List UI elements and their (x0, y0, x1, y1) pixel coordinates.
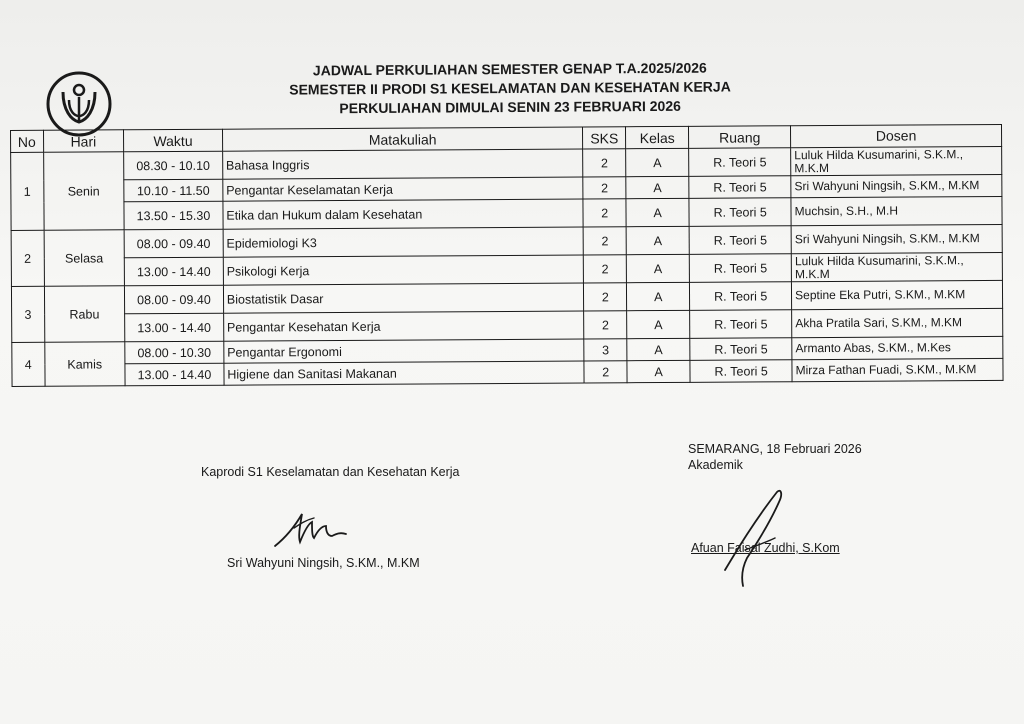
day-name: Selasa (44, 230, 125, 286)
title-line-3: PERKULIAHAN DIMULAI SENIN 23 FEBRUARI 2026 (339, 97, 681, 117)
schedule-table (10, 124, 1004, 387)
day-number: 4 (12, 342, 45, 386)
course-cell: Biostatistik Dasar (223, 283, 584, 313)
sks-cell: 3 (584, 339, 627, 361)
time-cell: 08.00 - 10.30 (125, 341, 224, 364)
day-number: 2 (11, 230, 44, 286)
class-cell: A (626, 176, 689, 198)
title-line-1: JADWAL PERKULIAHAN SEMESTER GENAP T.A.2025/2026 (312, 59, 707, 79)
class-cell: A (626, 226, 689, 254)
sks-cell: 2 (583, 199, 626, 227)
kaprodi-caption: Kaprodi S1 Keselamatan dan Kesehatan Kerja (201, 465, 460, 479)
class-cell: A (626, 198, 689, 226)
time-cell: 08.30 - 10.10 (124, 151, 223, 180)
room-cell: R. Teori 5 (690, 360, 792, 383)
header-matakuliah: Matakuliah (222, 127, 583, 151)
course-cell: Pengantar Ergonomi (224, 339, 585, 363)
room-cell: R. Teori 5 (689, 176, 791, 199)
title-line-2: SEMESTER II PRODI S1 KESELAMATAN DAN KESEHATAN KERJA (289, 78, 731, 98)
header-hari: Hari (43, 130, 124, 152)
day-name: Senin (43, 152, 124, 230)
course-cell: Epidemiologi K3 (223, 227, 584, 257)
room-cell: R. Teori 5 (689, 148, 791, 177)
lecturer-cell: Septine Eka Putri, S.KM., M.KM (792, 280, 1003, 309)
sks-cell: 2 (583, 177, 626, 199)
class-cell: A (627, 282, 690, 310)
room-cell: R. Teori 5 (690, 310, 792, 339)
day-number: 1 (11, 152, 44, 230)
time-cell: 08.00 - 09.40 (124, 285, 223, 314)
sks-cell: 2 (584, 255, 627, 283)
sks-cell: 2 (584, 361, 627, 383)
course-cell: Pengantar Kesehatan Kerja (223, 311, 584, 341)
header-kelas: Kelas (626, 126, 689, 148)
class-cell: A (627, 360, 690, 382)
lecturer-cell: Luluk Hilda Kusumarini, S.K.M., M.K.M (791, 252, 1002, 281)
lecturer-cell: Armanto Abas, S.KM., M.Kes (792, 336, 1003, 359)
time-cell: 10.10 - 11.50 (124, 179, 223, 202)
course-cell: Psikologi Kerja (223, 255, 584, 285)
day-number: 3 (11, 286, 44, 342)
room-cell: R. Teori 5 (689, 226, 791, 255)
time-cell: 13.00 - 14.40 (124, 257, 223, 286)
akademik-signature (715, 480, 805, 590)
course-cell: Higiene dan Sanitasi Makanan (224, 361, 585, 385)
course-cell: Pengantar Keselamatan Kerja (223, 177, 584, 201)
place-date: SEMARANG, 18 Februari 2026 (688, 442, 862, 456)
sks-cell: 2 (584, 283, 627, 311)
room-cell: R. Teori 5 (689, 198, 791, 227)
day-name: Rabu (44, 286, 125, 342)
header-dosen: Dosen (791, 124, 1002, 147)
lecturer-cell: Muchsin, S.H., M.H (791, 196, 1002, 225)
sks-cell: 2 (583, 227, 626, 255)
time-cell: 13.00 - 14.40 (125, 363, 224, 386)
time-cell: 13.50 - 15.30 (124, 201, 223, 230)
sks-cell: 2 (583, 149, 626, 177)
class-cell: A (627, 338, 690, 360)
sks-cell: 2 (584, 311, 627, 339)
time-cell: 13.00 - 14.40 (125, 313, 224, 342)
header-no: No (11, 130, 44, 152)
lecturer-cell: Sri Wahyuni Ningsih, S.KM., M.KM (791, 174, 1002, 197)
university-logo-icon (45, 70, 113, 138)
document-title (230, 58, 790, 119)
class-cell: A (627, 310, 690, 338)
room-cell: R. Teori 5 (690, 282, 792, 311)
akademik-name: Afuan Faisal Zudhi, S.Kom (691, 541, 840, 555)
class-cell: A (626, 254, 689, 282)
lecturer-cell: Luluk Hilda Kusumarini, S.K.M., M.K.M (791, 146, 1002, 175)
room-cell: R. Teori 5 (690, 338, 792, 361)
header-waktu: Waktu (124, 129, 223, 152)
lecturer-cell: Sri Wahyuni Ningsih, S.KM., M.KM (791, 224, 1002, 253)
room-cell: R. Teori 5 (690, 254, 792, 283)
class-cell: A (626, 148, 689, 176)
header-sks: SKS (583, 127, 626, 149)
lecturer-cell: Mirza Fathan Fuadi, S.KM., M.KM (792, 358, 1003, 381)
day-name: Kamis (44, 342, 125, 386)
time-cell: 08.00 - 09.40 (124, 229, 223, 258)
course-cell: Bahasa Inggris (222, 149, 583, 179)
kaprodi-name: Sri Wahyuni Ningsih, S.KM., M.KM (227, 556, 420, 570)
kaprodi-signature (270, 508, 350, 550)
lecturer-cell: Akha Pratila Sari, S.KM., M.KM (792, 308, 1003, 337)
course-cell: Etika dan Hukum dalam Kesehatan (223, 199, 584, 229)
akademik-role: Akademik (688, 458, 743, 472)
header-ruang: Ruang (689, 126, 791, 149)
